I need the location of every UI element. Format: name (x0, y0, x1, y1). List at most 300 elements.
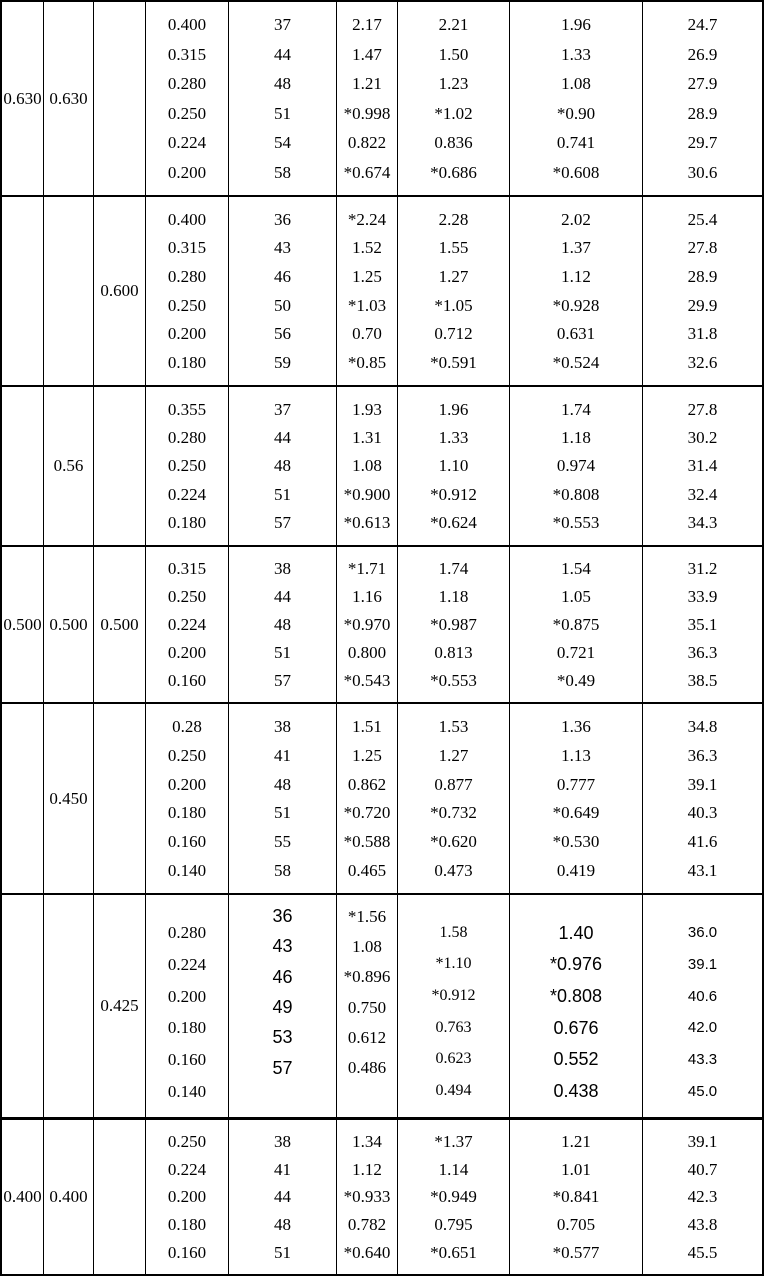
cell-value: 54 (274, 133, 291, 153)
merged-cell-col1 (2, 1120, 44, 1274)
merged-cell-col1 (2, 387, 44, 545)
cell-value: *1.56 (347, 906, 387, 926)
cell-value: 0.160 (167, 1242, 207, 1262)
cell-value: 0.180 (167, 803, 207, 823)
cell-value: 28.9 (687, 267, 718, 287)
cell-value: 0.315 (167, 559, 207, 579)
merged-cell-col2 (44, 197, 94, 385)
cell-value: *0.949 (430, 1187, 477, 1207)
cell-value: 0.822 (347, 133, 387, 153)
cell-value: 0.180 (167, 1018, 207, 1038)
cell-value: 51 (274, 484, 291, 504)
cell-value: 51 (274, 1242, 291, 1262)
cell-value: 29.7 (687, 133, 718, 153)
cell-value: 1.08 (352, 936, 382, 956)
cell-value: 0.600 (100, 281, 139, 300)
value-column-9 (643, 704, 762, 893)
cell-value: 1.47 (352, 44, 382, 64)
value-column-5 (229, 895, 337, 1117)
cell-value: *0.553 (430, 670, 477, 690)
cell-value: 1.37 (561, 238, 591, 258)
cell-value: 0.315 (167, 44, 207, 64)
cell-value: *0.553 (552, 513, 600, 533)
cell-value: 44 (274, 1187, 291, 1207)
cell-value: 1.54 (561, 559, 591, 579)
cell-value: 1.55 (438, 238, 469, 258)
cell-value: 40.3 (687, 803, 718, 823)
value-column-4 (146, 704, 229, 893)
cell-value: 1.34 (352, 1132, 382, 1152)
cell-value: 36.0 (687, 924, 718, 942)
merged-cell-col2 (44, 1120, 94, 1274)
cell-value: 0.630 (3, 88, 42, 108)
cell-value: 43.3 (687, 1050, 718, 1068)
cell-value: *0.808 (552, 484, 600, 504)
cell-value: 51 (274, 103, 291, 123)
merged-cell-col1 (2, 895, 44, 1117)
cell-value: 1.14 (438, 1159, 469, 1179)
cell-value: 42.3 (687, 1187, 718, 1207)
value-column-4 (146, 1120, 229, 1274)
value-column-6 (337, 2, 398, 195)
cell-value: 0.500 (49, 614, 88, 634)
cell-value: *0.90 (556, 103, 596, 123)
cell-value: 44 (274, 587, 291, 607)
cell-value: 0.763 (435, 1018, 472, 1036)
cell-value: 44 (274, 44, 291, 64)
cell-value: 0.400 (49, 1187, 88, 1206)
cell-value: 1.96 (561, 15, 591, 35)
value-column-5 (229, 1120, 337, 1274)
cell-value: 57 (274, 513, 291, 533)
cell-value: *0.912 (430, 484, 477, 504)
merged-cell-col3 (94, 704, 146, 893)
cell-value: 2.21 (438, 15, 469, 35)
cell-value: *0.85 (347, 353, 387, 373)
cell-value: 50 (274, 295, 291, 315)
cell-value: *0.524 (552, 353, 600, 373)
cell-value: 1.93 (352, 399, 382, 419)
merged-cell-col3 (94, 1120, 146, 1274)
cell-value: 0.160 (167, 670, 207, 690)
cell-value: 0.721 (556, 642, 596, 662)
cell-value: 53 (272, 1027, 293, 1048)
cell-value: 39.1 (687, 1132, 718, 1152)
cell-value: *1.02 (434, 103, 473, 123)
cell-value: 0.877 (434, 774, 473, 794)
cell-value: 0.400 (167, 15, 207, 35)
cell-value: 0.200 (167, 986, 207, 1006)
cell-value: *0.591 (430, 353, 477, 373)
value-column-7 (398, 1120, 510, 1274)
cell-value: 0.836 (434, 133, 473, 153)
cell-value: 0.200 (167, 774, 207, 794)
cell-value: 30.2 (687, 428, 718, 448)
cell-value: 0.180 (167, 513, 207, 533)
cell-value: 1.31 (352, 428, 382, 448)
cell-value: 1.21 (352, 74, 382, 94)
cell-value: 1.74 (438, 559, 469, 579)
merged-cell-col1 (2, 2, 44, 195)
value-column-8 (510, 547, 643, 702)
value-column-8 (510, 387, 643, 545)
cell-value: 2.17 (352, 15, 382, 35)
cell-value: 37 (274, 399, 291, 419)
merged-cell-col2 (44, 387, 94, 545)
cell-value: 1.36 (561, 716, 591, 736)
cell-value: 32.6 (687, 353, 718, 373)
value-column-7 (398, 197, 510, 385)
cell-value: 1.58 (439, 923, 468, 941)
cell-value: 26.9 (687, 44, 718, 64)
cell-value: *0.624 (430, 513, 477, 533)
cell-value: 0.224 (167, 1159, 207, 1179)
cell-value: 1.01 (561, 1159, 591, 1179)
cell-value: *0.970 (343, 614, 391, 634)
cell-value: 0.70 (352, 324, 382, 344)
cell-value: 38 (274, 716, 291, 736)
cell-value: 1.33 (438, 428, 469, 448)
value-column-6 (337, 197, 398, 385)
cell-value: 1.74 (561, 399, 591, 419)
cell-value: 1.33 (561, 44, 591, 64)
cell-value: 1.16 (352, 587, 382, 607)
cell-value: *0.686 (430, 162, 477, 182)
value-column-9 (643, 895, 762, 1117)
cell-value: 38 (274, 1132, 291, 1152)
cell-value: 31.2 (687, 559, 718, 579)
cell-value: 38.5 (687, 670, 718, 690)
cell-value: 0.795 (434, 1215, 473, 1235)
cell-value: 41.6 (687, 832, 718, 852)
value-column-7 (398, 387, 510, 545)
cell-value: 2.02 (561, 209, 591, 229)
cell-value: 2.28 (438, 209, 469, 229)
cell-value: *0.620 (430, 832, 477, 852)
value-column-5 (229, 547, 337, 702)
cell-value: 25.4 (687, 209, 718, 229)
value-column-5 (229, 2, 337, 195)
cell-value: 1.51 (352, 716, 382, 736)
cell-value: 38 (274, 559, 291, 579)
table-group (2, 385, 762, 545)
cell-value: 48 (274, 774, 291, 794)
cell-value: 0.180 (167, 1215, 207, 1235)
cell-value: 0.425 (100, 996, 139, 1015)
cell-value: *0.651 (430, 1242, 477, 1262)
table-group (2, 195, 762, 385)
cell-value: 0.224 (167, 484, 207, 504)
cell-value: 1.13 (561, 745, 591, 765)
table-group (2, 893, 762, 1117)
value-column-7 (398, 547, 510, 702)
cell-value: 0.800 (347, 642, 387, 662)
merged-cell-col1 (2, 197, 44, 385)
cell-value: 0.140 (167, 861, 207, 881)
cell-value: 0.712 (434, 324, 473, 344)
value-column-9 (643, 197, 762, 385)
cell-value: *0.613 (343, 513, 391, 533)
cell-value: 45.0 (687, 1082, 718, 1100)
table-group (2, 702, 762, 893)
cell-value: 29.9 (687, 295, 718, 315)
merged-cell-col1 (2, 547, 44, 702)
merged-cell-col3 (94, 2, 146, 195)
cell-value: 0.200 (167, 642, 207, 662)
cell-value: *1.05 (434, 295, 473, 315)
cell-value: 0.224 (167, 133, 207, 153)
cell-value: 0.355 (167, 399, 207, 419)
value-column-6 (337, 704, 398, 893)
cell-value: 35.1 (687, 614, 718, 634)
cell-value: 0.315 (167, 238, 207, 258)
cell-value: 0.974 (556, 456, 596, 476)
cell-value: 31.4 (687, 456, 718, 476)
value-column-8 (510, 2, 643, 195)
cell-value: *1.03 (347, 295, 387, 315)
value-column-4 (146, 895, 229, 1117)
cell-value: 48 (274, 456, 291, 476)
cell-value: 40.7 (687, 1159, 718, 1179)
cell-value: *0.720 (343, 803, 391, 823)
cell-value: 43.1 (687, 861, 718, 881)
cell-value: 36.3 (687, 745, 718, 765)
cell-value: *0.640 (343, 1242, 391, 1262)
cell-value: 1.52 (352, 238, 382, 258)
cell-value: *0.674 (343, 162, 391, 182)
cell-value: 0.438 (553, 1081, 599, 1102)
cell-value: 44 (274, 428, 291, 448)
cell-value: *0.896 (343, 967, 391, 987)
cell-value: 1.18 (438, 587, 469, 607)
cell-value: 32.4 (687, 484, 718, 504)
cell-value: 0.280 (167, 267, 207, 287)
value-column-4 (146, 2, 229, 195)
cell-value: 27.8 (687, 399, 718, 419)
value-column-7 (398, 895, 510, 1117)
cell-value: 46 (272, 966, 293, 987)
cell-value: 28.9 (687, 103, 718, 123)
cell-value: *0.808 (549, 986, 603, 1007)
cell-value: 48 (274, 74, 291, 94)
cell-value: 34.3 (687, 513, 718, 533)
cell-value: 0.630 (49, 88, 88, 108)
cell-value: 36 (272, 906, 293, 927)
cell-value: 0.160 (167, 1049, 207, 1069)
cell-value: 37 (274, 15, 291, 35)
cell-value: 1.25 (352, 745, 382, 765)
cell-value: *0.912 (431, 987, 476, 1005)
cell-value: 36.3 (687, 642, 718, 662)
value-column-5 (229, 387, 337, 545)
cell-value: 0.28 (172, 716, 202, 736)
cell-value: 0.250 (167, 587, 207, 607)
cell-value: *0.900 (343, 484, 391, 504)
merged-cell-col3 (94, 895, 146, 1117)
value-column-4 (146, 547, 229, 702)
cell-value: 0.180 (167, 353, 207, 373)
cell-value: *0.841 (552, 1187, 600, 1207)
cell-value: 43 (274, 238, 291, 258)
cell-value: 1.21 (561, 1132, 591, 1152)
cell-value: 1.27 (438, 745, 469, 765)
cell-value: 39.1 (687, 774, 718, 794)
cell-value: 1.53 (438, 716, 469, 736)
value-column-4 (146, 197, 229, 385)
cell-value: *0.976 (549, 954, 603, 975)
table-group (2, 545, 762, 702)
cell-value: *0.608 (552, 162, 600, 182)
cell-value: 43 (272, 936, 293, 957)
cell-value: 24.7 (687, 15, 718, 35)
cell-value: 0.280 (167, 923, 207, 943)
cell-value: 0.400 (167, 209, 207, 229)
cell-value: *1.10 (435, 955, 472, 973)
cell-value: 1.05 (561, 587, 591, 607)
cell-value: 1.12 (561, 267, 591, 287)
cell-value: 0.631 (556, 324, 596, 344)
value-column-5 (229, 704, 337, 893)
cell-value: 33.9 (687, 587, 718, 607)
cell-value: 0.777 (556, 774, 596, 794)
cell-value: 1.25 (352, 267, 382, 287)
merged-cell-col3 (94, 547, 146, 702)
cell-value: 0.280 (167, 428, 207, 448)
cell-value: 55 (274, 832, 291, 852)
cell-value: 0.250 (167, 456, 207, 476)
cell-value: 0.160 (167, 832, 207, 852)
cell-value: 48 (274, 1215, 291, 1235)
cell-value: 0.450 (49, 788, 88, 808)
cell-value: 0.224 (167, 954, 207, 974)
cell-value: 1.96 (438, 399, 469, 419)
cell-value: 0.419 (556, 861, 596, 881)
value-column-6 (337, 387, 398, 545)
table-group (2, 2, 762, 195)
cell-value: 0.486 (347, 1058, 387, 1078)
cell-value: 0.500 (3, 614, 42, 634)
cell-value: 0.782 (347, 1215, 387, 1235)
value-column-8 (510, 1120, 643, 1274)
cell-value: 36 (274, 209, 291, 229)
cell-value: *0.588 (343, 832, 391, 852)
cell-value: 27.8 (687, 238, 718, 258)
value-column-9 (643, 1120, 762, 1274)
merged-cell-col2 (44, 2, 94, 195)
cell-value: 1.08 (561, 74, 591, 94)
cell-value: 0.741 (556, 133, 596, 153)
cell-value: 46 (274, 267, 291, 287)
cell-value: 1.23 (438, 74, 469, 94)
cell-value: 31.8 (687, 324, 718, 344)
cell-value: 0.500 (100, 614, 139, 634)
cell-value: 0.623 (435, 1050, 472, 1068)
cell-value: 0.862 (347, 774, 387, 794)
cell-value: 0.250 (167, 103, 207, 123)
value-column-8 (510, 197, 643, 385)
cell-value: 1.27 (438, 267, 469, 287)
merged-cell-col2 (44, 895, 94, 1117)
value-column-9 (643, 547, 762, 702)
cell-value: 43.8 (687, 1215, 718, 1235)
cell-value: 30.6 (687, 162, 718, 182)
cell-value: 42.0 (687, 1019, 718, 1037)
value-column-6 (337, 1120, 398, 1274)
cell-value: 0.465 (347, 861, 387, 881)
cell-value: 0.676 (553, 1017, 599, 1038)
value-column-7 (398, 704, 510, 893)
value-column-6 (337, 547, 398, 702)
cell-value: *0.933 (343, 1187, 391, 1207)
cell-value: 39.1 (687, 955, 718, 973)
merged-cell-col2 (44, 704, 94, 893)
cell-value: 58 (274, 861, 291, 881)
cell-value: 1.10 (438, 456, 469, 476)
cell-value: *0.649 (552, 803, 600, 823)
cell-value: 0.200 (167, 1187, 207, 1207)
cell-value: *2.24 (347, 209, 387, 229)
cell-value: *1.71 (347, 559, 387, 579)
cell-value: *0.928 (552, 295, 600, 315)
cell-value: 0.250 (167, 295, 207, 315)
cell-value: 0.200 (167, 162, 207, 182)
cell-value: 49 (272, 997, 293, 1018)
value-column-7 (398, 2, 510, 195)
cell-value: 57 (274, 670, 291, 690)
cell-value: 57 (272, 1057, 293, 1078)
value-column-6 (337, 895, 398, 1117)
cell-value: 0.750 (347, 997, 387, 1017)
cell-value: 48 (274, 614, 291, 634)
value-column-8 (510, 895, 643, 1117)
cell-value: *0.732 (430, 803, 477, 823)
value-column-9 (643, 2, 762, 195)
cell-value: 0.813 (434, 642, 473, 662)
cell-value: *0.49 (556, 670, 596, 690)
cell-value: 0.612 (347, 1027, 387, 1047)
merged-cell-col3 (94, 387, 146, 545)
cell-value: 0.473 (434, 861, 473, 881)
cell-value: 45.5 (687, 1242, 718, 1262)
cell-value: 34.8 (687, 716, 718, 736)
value-column-4 (146, 387, 229, 545)
cell-value: 56 (274, 324, 291, 344)
cell-value: 58 (274, 162, 291, 182)
cell-value: 0.250 (167, 1132, 207, 1152)
cell-value: 1.50 (438, 44, 469, 64)
cell-value: 0.56 (53, 456, 84, 475)
value-column-5 (229, 197, 337, 385)
cell-value: *0.875 (552, 614, 600, 634)
cell-value: 41 (274, 1159, 291, 1179)
table-group (2, 1117, 762, 1274)
merged-cell-col1 (2, 704, 44, 893)
merged-cell-col3 (94, 197, 146, 385)
cell-value: *0.530 (552, 832, 600, 852)
cell-value: 40.6 (687, 987, 718, 1005)
cell-value: 51 (274, 642, 291, 662)
cell-value: *0.577 (552, 1242, 600, 1262)
cell-value: 41 (274, 745, 291, 765)
value-column-8 (510, 704, 643, 893)
cell-value: 0.280 (167, 74, 207, 94)
cell-value: 0.250 (167, 745, 207, 765)
cell-value: *0.998 (343, 103, 391, 123)
cell-value: 0.200 (167, 324, 207, 344)
cell-value: 0.494 (435, 1082, 472, 1100)
cell-value: 0.400 (3, 1187, 42, 1206)
merged-cell-col2 (44, 547, 94, 702)
